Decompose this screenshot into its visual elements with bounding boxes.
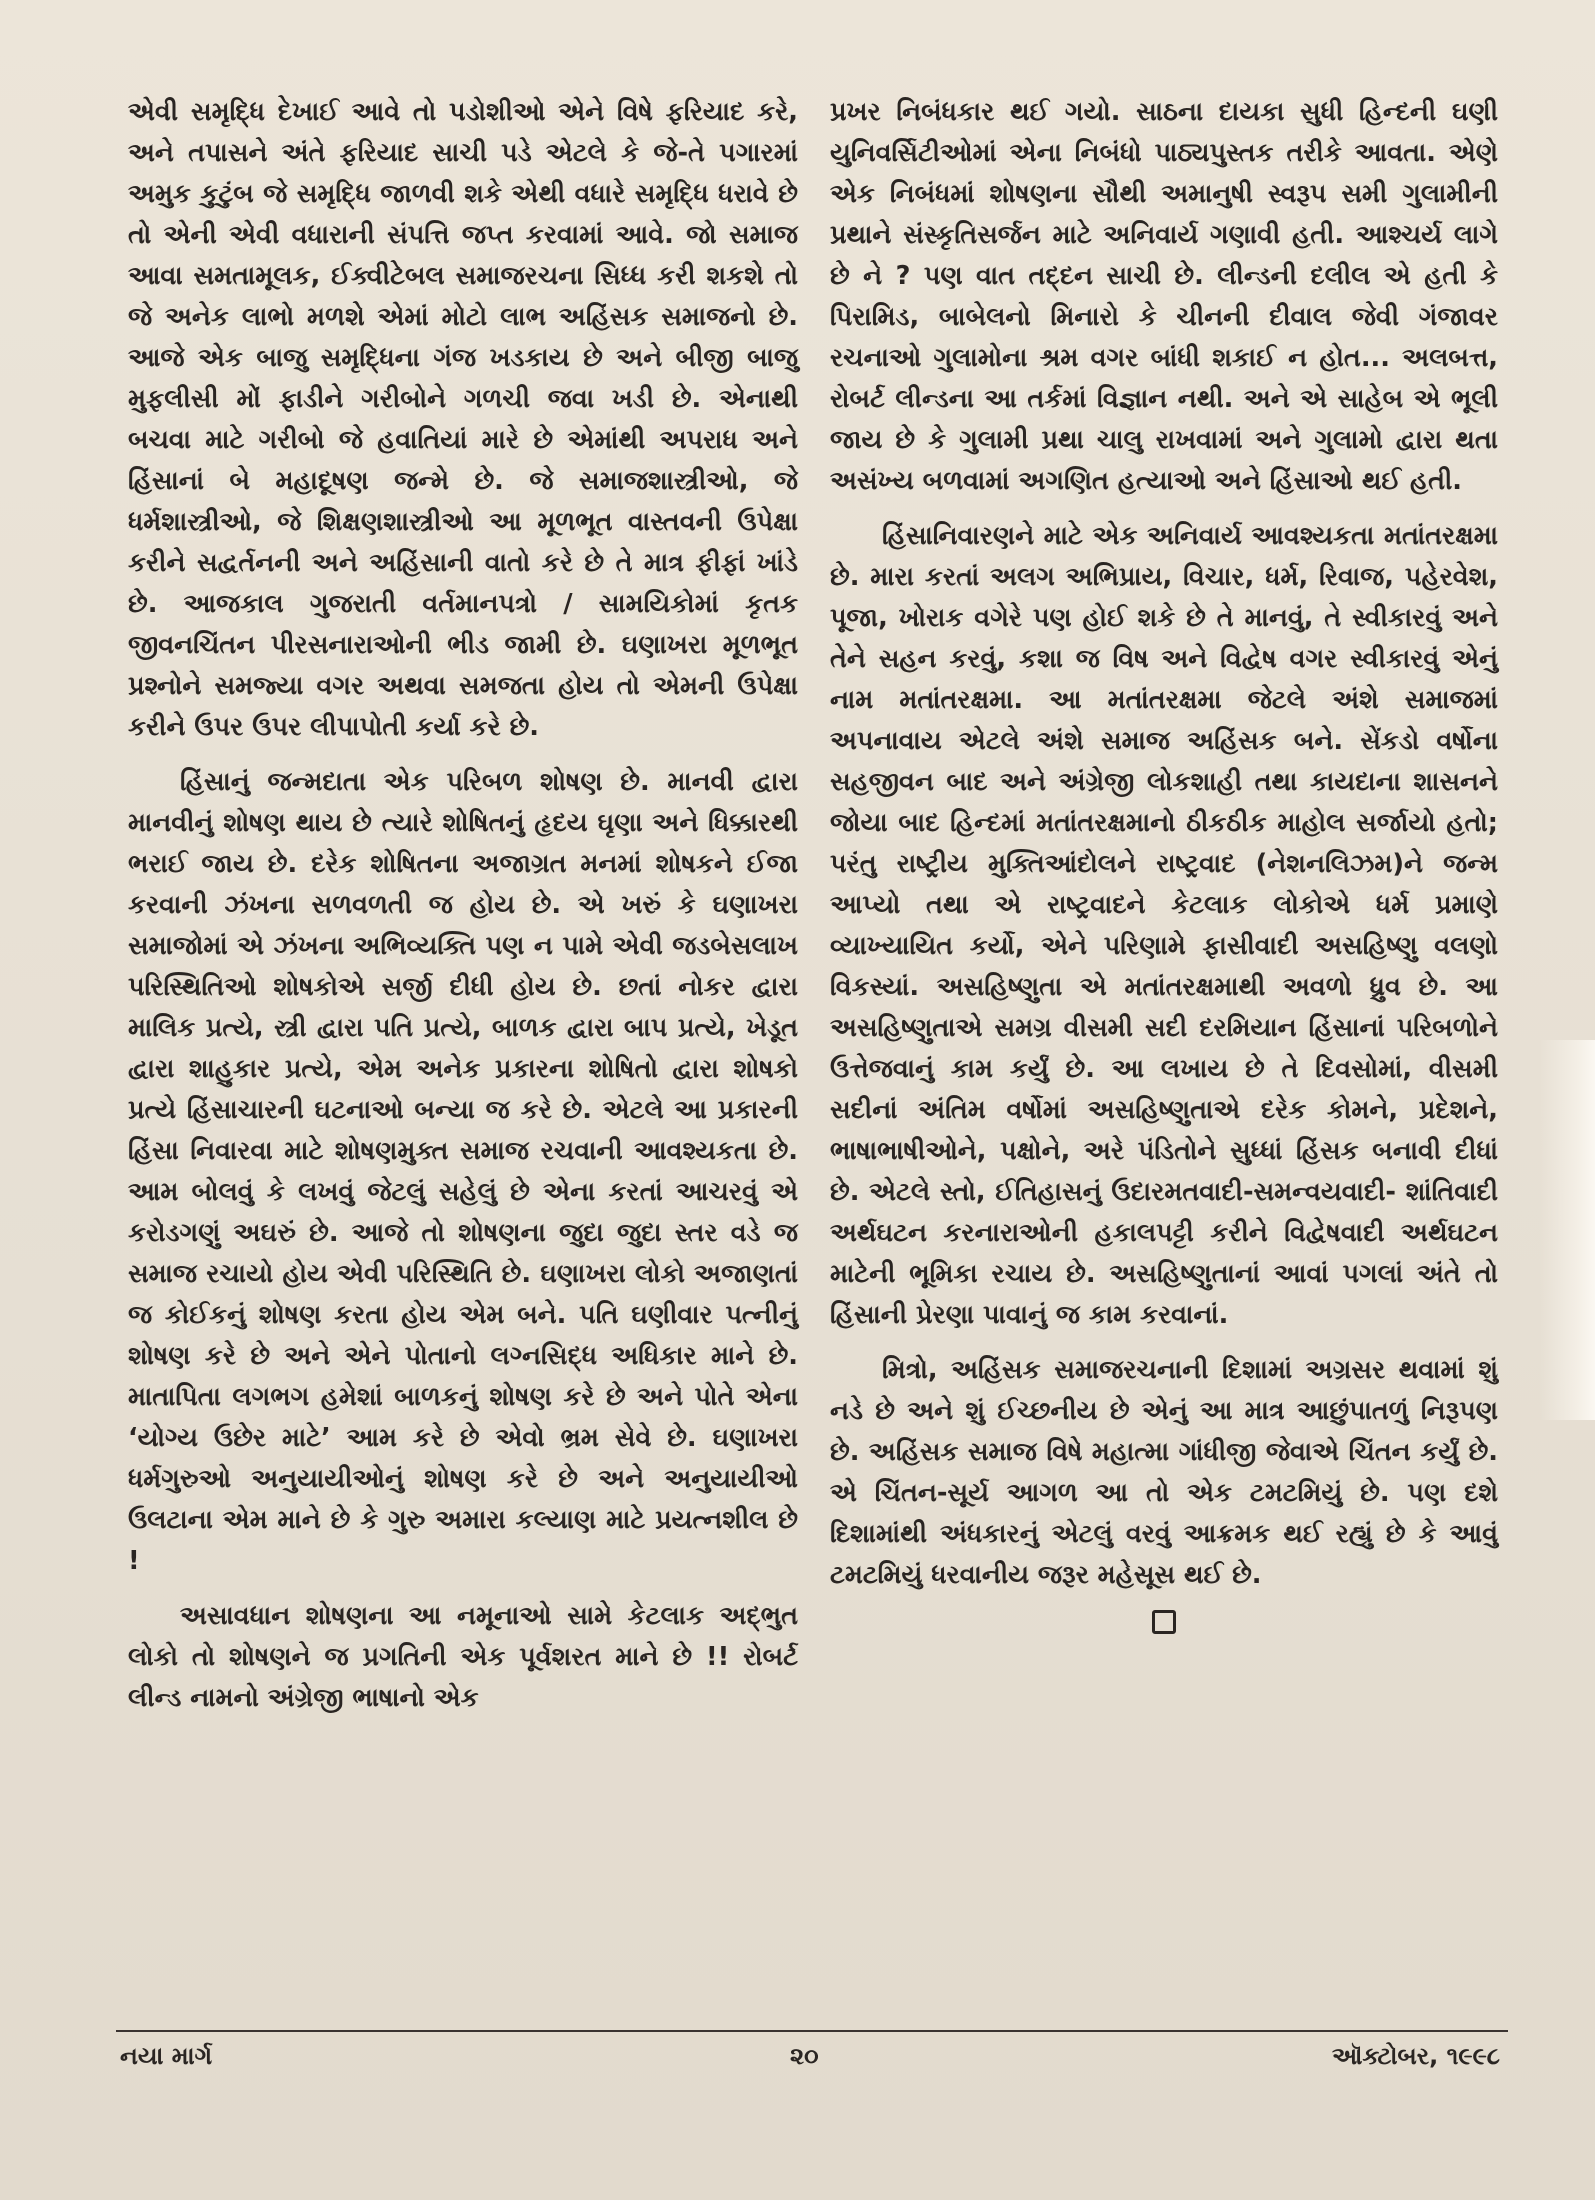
paragraph: એવી સમૃદ્ધિ દેખાઈ આવે તો પડોશીઓ એને વિષે ફરિયાદ કરે, અને તપાસને અંતે ફરિયાદ સાચી પડે એટલે કે જે-તે પગારમાં અમુક કુટુંબ જે સમૃદ્ધિ જાળવી શકે એથી વધારે સમૃદ્ધિ ધરાવે છે તો એની એવી વધારાની સંપત્તિ જપ્ત કરવામાં આવે. જો સમાજ આવા સમતામૂલક, ઈક્વીટેબલ સમાજરચના સિધ્ધ કરી શકશે તો જે અનેક લાભો મળશે એમાં મોટો લાભ અહિંસક સમાજનો છે. આજે એક બાજુ સમૃદ્ધિના ગંજ ખડકાય છે અને બીજી બાજુ મુફલીસી મોં ફાડીને ગરીબોને ગળચી જવા ખડી છે. એનાથી બચવા માટે ગરીબો જે હવાતિયાં મારે છે એમાંથી અપરાધ અને હિંસાનાં બે મહાદૂષણ જન્મે છે. જે સમાજશાસ્ત્રીઓ, જે ધર્મશાસ્ત્રીઓ, જે શિક્ષણશાસ્ત્રીઓ આ મૂળભૂત વાસ્તવની ઉપેક્ષા કરીને સદ્વર્તનની અને અહિંસાની વાતો કરે છે તે માત્ર ફીફાં ખાંડે છે. આજકાલ ગુજરાતી વર્તમાનપત્રો / સામયિકોમાં કૃતક જીવનચિંતન પીરસનારાઓની ભીડ જામી છે. ઘણાખરા મૂળભૂત પ્રશ્નોને સમજ્યા વગર અથવા સમજતા હોય તો એમની ઉપેક્ષા કરીને ઉપર ઉપર લીપાપોતી કર્યા કરે છે. [128,97,798,742]
page-number: ૨૦ [790,2042,819,2070]
publication-name: નયા માર્ગ [120,2042,213,2070]
paragraph: હિંસાનિવારણને માટે એક અનિવાર્ય આવશ્યકતા મતાંતરક્ષમા છે. મારા કરતાં અલગ અભિપ્રાય, વિચાર, ધર્મ, રિવાજ, પહેરવેશ, પૂજા, ખોરાક વગેરે પણ હોઈ શકે છે તે માનવું, તે સ્વીકારવું અને તેને સહન કરવું, કશા જ વિષ અને વિદ્વેષ વગર સ્વીકારવું એનું નામ મતાંતરક્ષમા. આ મતાંતરક્ષમા જેટલે અંશે સમાજમાં અપનાવાય એટલે અંશે સમાજ અહિંસક બને. સેંકડો વર્ષોના સહજીવન બાદ અને અંગ્રેજી લોકશાહી તથા કાયદાના શાસનને જોયા બાદ હિન્દમાં મતાંતરક્ષમાનો ઠીકઠીક માહોલ સર્જાયો હતો; પરંતુ રાષ્ટ્રીય મુક્તિઆંદોલને રાષ્ટ્રવાદ (નેશનલિઝમ)ને જન્મ આપ્યો તથા એ રાષ્ટ્રવાદને કેટલાક લોકોએ ધર્મ પ્રમાણે વ્યાખ્યાયિત કર્યો, એને પરિણામે ફાસીવાદી અસહિષ્ણુ વલણો વિકસ્યાં. અસહિષ્ણુતા એ મતાંતરક્ષમાથી અવળો ધ્રુવ છે. આ અસહિષ્ણુતાએ સમગ્ર વીસમી સદી દરમિયાન હિંસાનાં પરિબળોને ઉત્તેજવાનું કામ કર્યું છે. આ લખાય છે તે દિવસોમાં, વીસમી સદીનાં અંતિમ વર્ષોમાં અસહિષ્ણુતાએ દરેક કોમને, પ્રદેશને, ભાષાભાષીઓને, પક્ષોને, અરે પંડિતોને સુધ્ધાં હિંસક બનાવી દીધાં છે. એટલે સ્તો, ઈતિહાસનું ઉદારમતવાદી-સમન્વયવાદી- શાંતિવાદી અર્થઘટન કરનારાઓની હકાલપટ્ટી કરીને વિદ્વેષવાદી અર્થઘટન માટેની ભૂમિકા રચાય છે. અસહિષ્ણુતાનાં આવાં પગલાં અંતે તો હિંસાની પ્રેરણા પાવાનું જ કામ કરવાનાં. [830,521,1498,1330]
paragraph: અસાવધાન શોષણના આ નમૂનાઓ સામે કેટલાક અદ્ભુત લોકો તો શોષણને જ પ્રગતિની એક પૂર્વશરત માને છે !! રોબર્ટ લીન્ડ નામનો અંગ્રેજી ભાષાનો એક [128,1601,798,1713]
torn-edge [1540,1040,1595,1420]
paragraph: મિત્રો, અહિંસક સમાજરચનાની દિશામાં અગ્રસર થવામાં શું નડે છે અને શું ઈચ્છનીય છે એનું આ માત્ર આછુંપાતળું નિરૂપણ છે. અહિંસક સમાજ વિષે મહાત્મા ગાંધીજી જેવાએ ચિંતન કર્યું છે. એ ચિંતન-સૂર્ય આગળ આ તો એક ટમટમિયું છે. પણ દશે દિશામાંથી અંધકારનું એટલું વરવું આક્રમક થઈ રહ્યું છે કે આવું ટમટમિયું ધરવાનીય જરૂર મહેસૂસ થઈ છે. [830,1355,1498,1590]
issue-date: ઑક્ટોબર, ૧૯૯૮ [1331,2042,1500,2070]
paragraph: પ્રખર નિબંધકાર થઈ ગયો. સાઠના દાયકા સુધી હિન્દની ઘણી યુનિવર્સિટીઓમાં એના નિબંધો પાઠ્યપુસ્તક તરીકે આવતા. એણે એક નિબંધમાં શોષણના સૌથી અમાનુષી સ્વરૂપ સમી ગુલામીની પ્રથાને સંસ્કૃતિસર્જન માટે અનિવાર્ય ગણાવી હતી. આશ્ચર્ય લાગે છે ને ? પણ વાત તદ્દન સાચી છે. લીન્ડની દલીલ એ હતી કે પિરામિડ, બાબેલનો મિનારો કે ચીનની દીવાલ જેવી ગંજાવર રચનાઓ ગુલામોના શ્રમ વગર બાંધી શકાઈ ન હોત... અલબત્ત, રોબર્ટ લીન્ડના આ તર્કમાં વિજ્ઞાન નથી. અને એ સાહેબ એ ભૂલી જાય છે કે ગુલામી પ્રથા ચાલુ રાખવામાં અને ગુલામો દ્વારા થતા અસંખ્ય બળવામાં અગણિત હત્યાઓ અને હિંસાઓ થઈ હતી. [830,97,1498,496]
paragraph: હિંસાનું જન્મદાતા એક પરિબળ શોષણ છે. માનવી દ્વારા માનવીનું શોષણ થાય છે ત્યારે શોષિતનું હૃદય ઘૃણા અને ધિક્કારથી ભરાઈ જાય છે. દરેક શોષિતના અજાગ્રત મનમાં શોષકને ઈજા કરવાની ઝંખના સળવળતી જ હોય છે. એ ખરું કે ઘણાખરા સમાજોમાં એ ઝંખના અભિવ્યક્તિ પણ ન પામે એવી જડબેસલાખ પરિસ્થિતિઓ શોષકોએ સર્જી દીધી હોય છે. છતાં નોકર દ્વારા માલિક પ્રત્યે, સ્ત્રી દ્વારા પતિ પ્રત્યે, બાળક દ્વારા બાપ પ્રત્યે, ખેડૂત દ્વારા શાહુકાર પ્રત્યે, એમ અનેક પ્રકારના શોષિતો દ્વારા શોષકો પ્રત્યે હિંસાચારની ઘટનાઓ બન્યા જ કરે છે. એટલે આ પ્રકારની હિંસા નિવારવા માટે શોષણમુક્ત સમાજ રચવાની આવશ્યકતા છે. આમ બોલવું કે લખવું જેટલું સહેલું છે એના કરતાં આચરવું એ કરોડગણું અઘરું છે. આજે તો શોષણના જુદા જુદા સ્તર વડે જ સમાજ રચાયો હોય એવી પરિસ્થિતિ છે. ઘણાખરા લોકો અજાણતાં જ કોઈકનું શોષણ કરતા હોય એમ બને. પતિ ઘણીવાર પત્નીનું શોષણ કરે છે અને એને પોતાનો લગ્નસિદ્ધ અધિકાર માને છે. માતાપિતા લગભગ હમેશાં બાળકનું શોષણ કરે છે અને પોતે એના ‘યોગ્ય ઉછેર માટે’ આમ કરે છે એવો ભ્રમ સેવે છે. ઘણાખરા ધર્મગુરુઓ અનુયાયીઓનું શોષણ કરે છે અને અનુયાયીઓ ઉલટાના એમ માને છે કે ગુરુ અમારા કલ્યાણ માટે પ્રયત્નશીલ છે ! [128,767,798,1576]
square-end-mark-icon [1152,1610,1176,1634]
footer-divider [116,2030,1508,2032]
left-column [128,92,798,1733]
right-column [830,92,1498,1634]
